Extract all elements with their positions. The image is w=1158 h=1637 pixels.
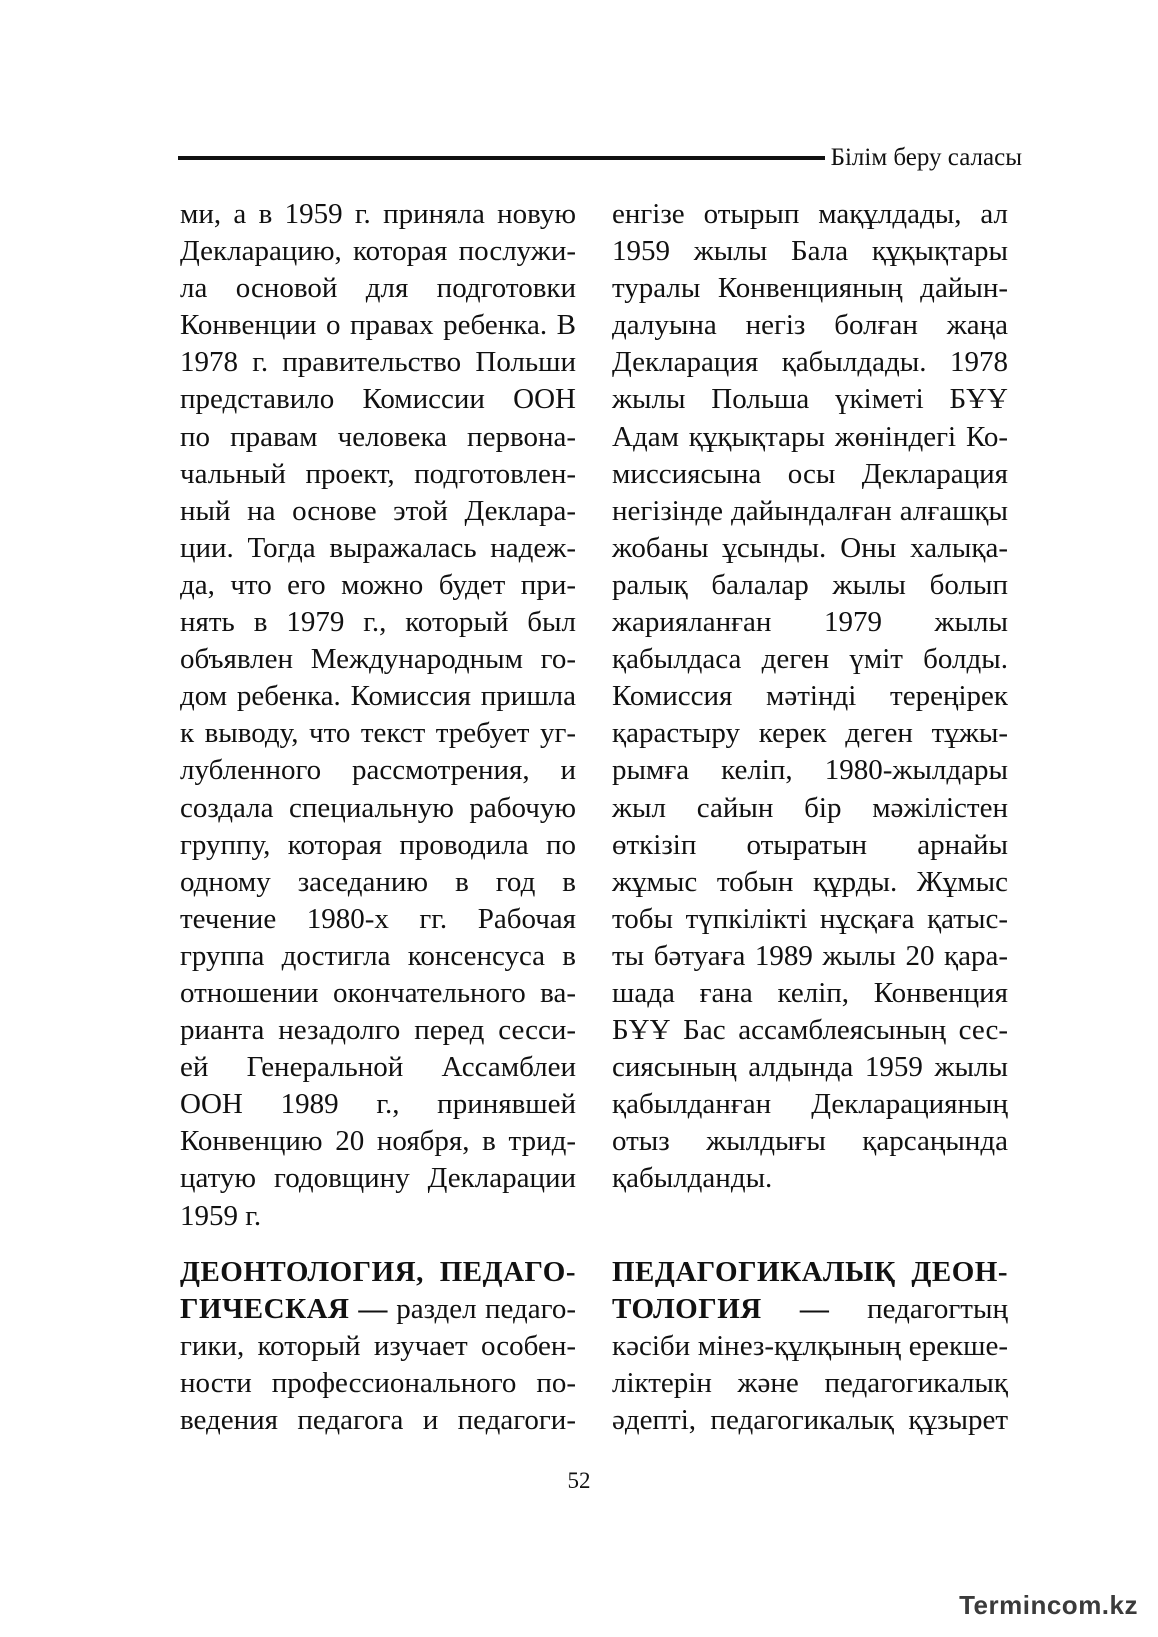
text-line: ный на основе этой Деклара- bbox=[180, 494, 576, 527]
entry-term: ПЕДАГОГИКАЛЫҚ ДЕОН- bbox=[612, 1255, 1008, 1288]
text-line: ми, а в 1959 г. приняла новую bbox=[180, 198, 576, 230]
text-line: да, что его можно будет при- bbox=[180, 568, 576, 601]
text-line: далуына негіз болған жаңа bbox=[612, 309, 1008, 342]
entry-term: ДЕОНТОЛОГИЯ, ПЕДАГО- bbox=[180, 1255, 576, 1288]
text-line: шада ғана келіп, Конвенция bbox=[612, 976, 1008, 1009]
text-line: туралы Конвенцияның дайын- bbox=[612, 272, 1008, 305]
entry-term: ГИЧЕСКАЯ — bbox=[180, 1292, 388, 1325]
text-line: Комиссия мәтінді тереңірек bbox=[612, 680, 1008, 713]
text-line: объявлен Международным го- bbox=[180, 643, 576, 676]
text-line: жұмыс тобын құрды. Жұмыс bbox=[612, 865, 1008, 898]
text-line: тобы түпкілікті нұсқаға қатыс- bbox=[612, 902, 1008, 935]
text-line: Декларацию, которая послужи- bbox=[180, 235, 576, 268]
text-line: течение 1980-х гг. Рабочая bbox=[180, 902, 576, 935]
text-line: қабылданған Декларацияның bbox=[612, 1088, 1008, 1121]
text-line: жобаны ұсынды. Оны халықа- bbox=[612, 531, 1008, 564]
text-line: отыз жылдығы қарсаңында bbox=[612, 1125, 1008, 1158]
text-line: қабылданды. bbox=[612, 1162, 773, 1195]
text-line: сиясының алдында 1959 жылы bbox=[612, 1051, 1008, 1084]
entry-heading-line bbox=[612, 1291, 1008, 1328]
text-line: дом ребенка. Комиссия пришла bbox=[180, 680, 576, 713]
text-line: Конвенции о правах ребенка. В bbox=[180, 309, 576, 342]
entry-heading-line bbox=[180, 1291, 576, 1328]
watermark-logo: Termincom.kz bbox=[959, 1590, 1138, 1620]
text-line: рианта незадолго перед сесси- bbox=[180, 1014, 576, 1047]
text-line: ей Генеральной Ассамблеи bbox=[180, 1051, 576, 1084]
text-line: кәсіби мінез-құлқының ерекше- bbox=[612, 1329, 1008, 1362]
entry-definition: раздел педаго- bbox=[387, 1292, 576, 1325]
running-header bbox=[178, 140, 1022, 176]
text-line: отношении окончательного ва- bbox=[180, 976, 576, 1009]
entry-term: ТОЛОГИЯ — bbox=[612, 1292, 830, 1325]
text-line: нять в 1979 г., который был bbox=[180, 606, 576, 639]
text-line: цатую годовщину Декларации bbox=[180, 1162, 576, 1195]
text-line: чальный проект, подготовлен- bbox=[180, 457, 576, 490]
entry-heading bbox=[180, 1254, 576, 1291]
entry-heading bbox=[612, 1254, 1008, 1291]
section-title: Білім беру саласы bbox=[830, 144, 1022, 171]
text-line: жылы Польша үкіметі БҰҰ bbox=[612, 383, 1008, 416]
text-line: представило Комиссии ООН bbox=[180, 383, 576, 416]
text-line: Конвенцию 20 ноября, в трид- bbox=[180, 1125, 576, 1158]
header-rule bbox=[178, 156, 825, 160]
page-number: 52 bbox=[567, 1468, 591, 1493]
right-column bbox=[612, 196, 1008, 1439]
text-line: 1978 г. правительство Польши bbox=[180, 346, 576, 379]
text-line: группу, которая проводила по bbox=[180, 828, 576, 861]
text-line: БҰҰ Бас ассамблеясының сес- bbox=[612, 1014, 1008, 1047]
text-line: әдепті, педагогикалық құзырет bbox=[612, 1404, 1008, 1436]
text-line: 1959 жылы Бала құқықтары bbox=[612, 235, 1008, 268]
text-line: енгізе отырып мақұлдады, ал bbox=[612, 198, 1008, 230]
text-line: группа достигла консенсуса в bbox=[180, 939, 576, 972]
text-line: одному заседанию в год в bbox=[180, 865, 576, 898]
text-line: создала специальную рабочую bbox=[180, 791, 576, 824]
text-line: Адам құқықтары жөніндегі Ко- bbox=[612, 420, 1008, 453]
text-line: ции. Тогда выражалась надеж- bbox=[180, 531, 576, 564]
text-line: өткізіп отыратын арнайы bbox=[612, 828, 1008, 861]
text-line: ла основой для подготовки bbox=[180, 272, 576, 305]
text-line: рымға келіп, 1980-жылдары bbox=[612, 754, 1008, 787]
text-line: жарияланған 1979 жылы bbox=[612, 606, 1008, 639]
text-line: ООН 1989 г., принявшей bbox=[180, 1088, 576, 1121]
left-column bbox=[180, 196, 576, 1439]
text-line: ліктерін және педагогикалық bbox=[612, 1366, 1008, 1399]
text-line: жыл сайын бір мәжілістен bbox=[612, 791, 1008, 824]
text-line: қарастыру керек деген тұжы- bbox=[612, 717, 1008, 750]
text-line: Декларация қабылдады. 1978 bbox=[612, 346, 1008, 379]
text-line: ведения педагога и педагоги- bbox=[180, 1404, 576, 1436]
text-line: 1959 г. bbox=[180, 1199, 262, 1232]
entry-definition: педагогтың bbox=[829, 1292, 1008, 1325]
text-line: миссиясына осы Декларация bbox=[612, 457, 1008, 490]
text-line: по правам человека первона- bbox=[180, 420, 576, 453]
text-line: негізінде дайындалған алғашқы bbox=[612, 494, 1008, 527]
text-line: ности профессионального по- bbox=[180, 1366, 576, 1399]
text-line: қабылдаса деген үміт болды. bbox=[612, 643, 1008, 676]
text-line: ралық балалар жылы болып bbox=[612, 568, 1008, 601]
text-line: гики, который изучает особен- bbox=[180, 1329, 576, 1362]
text-line: лубленного рассмотрения, и bbox=[180, 754, 576, 787]
text-line: ты бәтуаға 1989 жылы 20 қара- bbox=[612, 939, 1008, 972]
text-line: к выводу, что текст требует уг- bbox=[180, 717, 576, 750]
